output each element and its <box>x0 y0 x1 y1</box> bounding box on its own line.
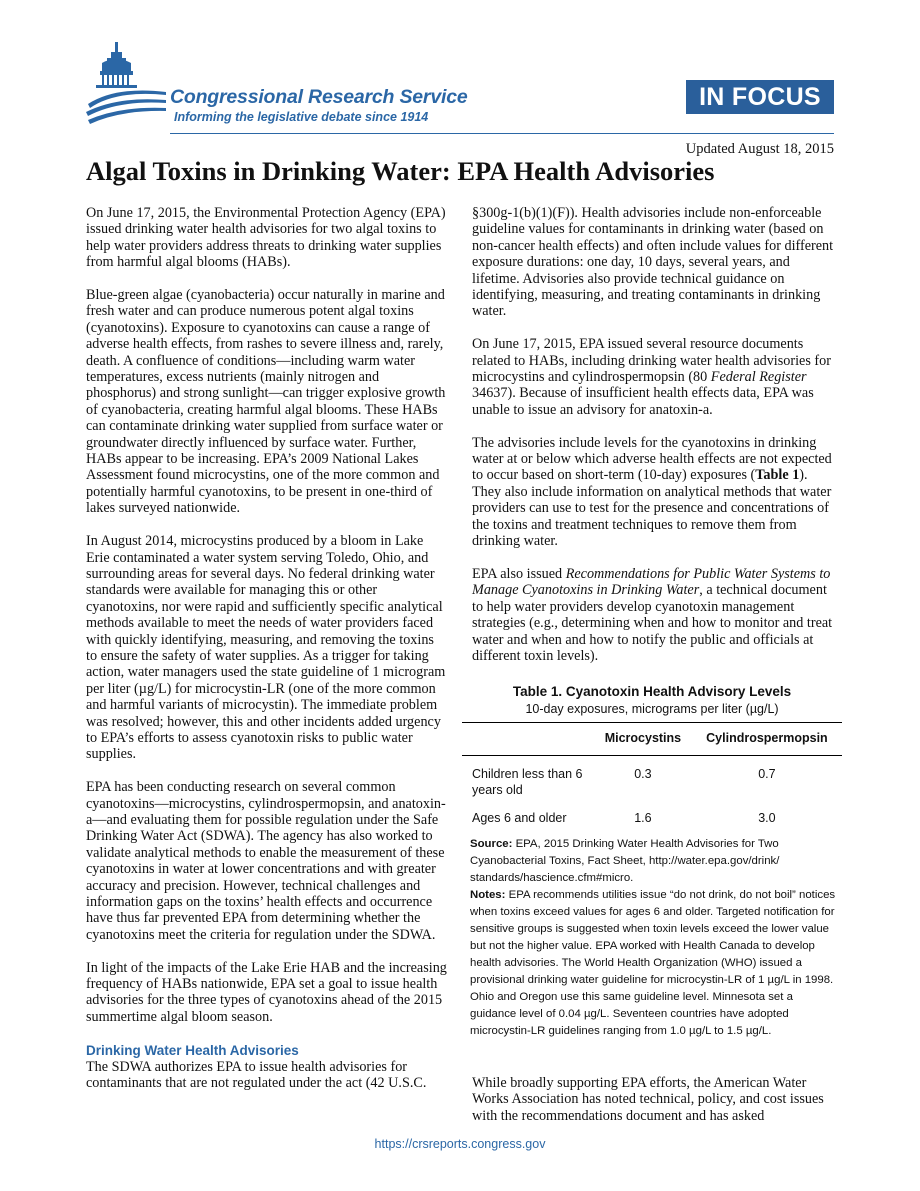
left-column <box>86 205 448 1091</box>
updated-date: Updated August 18, 2015 <box>685 141 834 157</box>
column-header: Microcystins <box>594 723 692 756</box>
paragraph: EPA has been conducting research on several common cyanotoxins—microcystins, cylindrospermopsin, and anatoxin-a—and evaluating them for possible regulation under the Safe Drinking Water Act (SDWA). The agency has also worked to validate analytical methods to enable the measurement of these cyanotoxins in water at lower concentrations and with greater accuracy and precision. However, technical challenges and information gaps on the toxins’ health effects and occurrence have thus far prevented EPA from determining whether the cyanotoxins meet the criteria for regulation under the SDWA. <box>86 779 446 943</box>
table-cell: 0.7 <box>758 767 776 781</box>
table-subtitle: 10-day exposures, micrograms per liter (µg/L) <box>525 702 779 716</box>
in-focus-badge: IN FOCUS <box>686 80 834 114</box>
document-title: Recommendations for Public Water Systems to Manage Cyanotoxins in Drinking Water <box>472 565 831 599</box>
paragraph: In August 2014, microcystins produced by a bloom in Lake Erie contaminated a water system serving Toledo, Ohio, and surrounding areas for several days. No federal drinking water standards were available for managing this or other cyanotoxins, nor were rapid and sufficiently specific analytical methods available to meet the needs of water providers faced with quickly identifying, measuring, and removing the toxins to ensure the safety of water supplies. As a trigger for taking action, water managers used the state guideline of 1 microgram per liter (µg/L) for microcystin-LR (one of the more common and harmful variants of microcystin). The immediate problem was resolved; however, this and other incidents added urgency to EPA’s efforts to assess cyanotoxin risks to public water supplies. <box>86 533 446 763</box>
table-notes-text: Notes: EPA recommends utilities issue “do not drink, do not boil” notices when toxins exceed values for ages 6 and older. Targeted notification for sensitive groups is suggested when toxin levels exceed the lower value but not the higher value. EPA worked with Health Canada to develop health advisories. The World Health Organization (WHO) issued a provisional drinking water guideline for microcystin-LR of 1 µg/L in 1998. Ohio and Oregon use this same guideline level. Minnesota set a guidance level of 0.04 µg/L. Seventeen countries have adopted microcystin-LR guidelines ranging from 1.0 µg/L to 1.5 µg/L. <box>470 889 836 1037</box>
paragraph: EPA also issued Recommendations for Public Water Systems to Manage Cyanotoxins in Drinking Water, a technical document to help water providers develop cyanotoxin management strategies (e.g., determining when and how to monitor and treat water and when and how to notify the public and officials at different toxin levels). <box>472 565 833 664</box>
table-corner <box>462 723 594 756</box>
org-tagline: Informing the legislative debate since 1914 <box>174 110 429 124</box>
page-title: Algal Toxins in Drinking Water: EPA Health Advisories <box>86 156 715 186</box>
right-column-continued <box>472 1075 834 1124</box>
paragraph: In light of the impacts of the Lake Erie HAB and the increasing frequency of HABs nationwide, EPA set a goal to issue health advisories for the three types of cyanotoxins ahead of the 2015 summertime algal bloom season. <box>86 959 447 1025</box>
paragraph: On June 17, 2015, EPA issued several resource documents related to HABs, including drinking water health advisories for microcystins and cylindrospermopsin (80 Federal Register 34637). Because of insufficient health effects data, EPA was unable to issue an advisory for anatoxin-a. <box>472 336 831 418</box>
table-header-row <box>462 723 842 756</box>
paragraph: On June 17, 2015, the Environmental Protection Agency (EPA) issued drinking water health advisories for two algal toxins to help water providers address threats to drinking water supplies from harmful algal blooms (HABs). <box>86 205 446 271</box>
table-cell: 3.0 <box>758 811 776 825</box>
table-row <box>462 756 842 801</box>
table-row <box>462 800 842 828</box>
row-label: Ages 6 and older <box>472 811 567 825</box>
advisory-table <box>462 722 842 828</box>
paragraph: The advisories include levels for the cyanotoxins in drinking water at or below which adverse health effects are not expected to occur based on short-term (10-day) exposures (Table 1). They also include information on analytical methods that water providers can use to test for the presence and concentrations of the toxins and treatment techniques to remove them from drinking water. <box>472 434 832 550</box>
paragraph: While broadly supporting EPA efforts, the American Water Works Association has noted technical, policy, and cost issues with the recommendations document and has asked <box>472 1075 824 1124</box>
right-column <box>472 205 834 664</box>
paragraph: Blue-green algae (cyanobacteria) occur naturally in marine and fresh water and can produce numerous potent algal toxins (cyanotoxins). Exposure to cyanotoxins can cause a range of adverse health effects, from rashes to severe illness and, rarely, death. A confluence of conditions—including warm water temperatures, excess nutrients (mainly nitrogen and phosphorus) and strong sunlight—can trigger explosive growth of cyanobacteria, creating harmful algal blooms. These HABs can contaminate drinking water supplied from surface water or groundwater directly influenced by surface water. Further, HABs appear to be increasing. EPA’s 2009 National Lakes Assessment found microcystins, one of the more common and potentially harmful cyanotoxins, to be present in one-third of lakes surveyed nationwide. <box>86 287 446 517</box>
table-reference: Table 1 <box>755 467 800 484</box>
org-name: Congressional Research Service <box>170 86 468 108</box>
table-cell: 0.3 <box>634 767 652 781</box>
paragraph: §300g-1(b)(1)(F)). Health advisories include non-enforceable guideline values for contaminants in drinking water (based on non-cancer health effects) and often include values for different exposure durations: one day, 10 days, several years, and lifetime. Advisories also provide technical guidance on identifying, measuring, and treating contaminants in drinking water. <box>472 205 834 320</box>
paragraph: The SDWA authorizes EPA to issue health advisories for contaminants that are not regulated under the act (42 U.S.C. <box>86 1058 427 1092</box>
table-notes <box>462 836 842 1040</box>
citation-title: Federal Register <box>710 369 807 386</box>
header-rule <box>170 133 834 134</box>
capitol-dome-logo <box>86 42 166 124</box>
section-heading: Drinking Water Health Advisories <box>86 1042 299 1058</box>
advisory-table-block <box>462 683 842 1040</box>
table-source: Source: EPA, 2015 Drinking Water Health Advisories for Two Cyanobacterial Toxins, Fact Sheet, http://water.epa.gov/drink/ standards/hascience.cfm#micro. <box>470 838 780 884</box>
footer-url-link[interactable]: https://crsreports.congress.gov <box>374 1137 546 1151</box>
row-label: Children less than 6 years old <box>472 767 583 797</box>
table-cell: 1.6 <box>634 811 652 825</box>
table-title: Table 1. Cyanotoxin Health Advisory Levels <box>512 684 792 699</box>
column-header: Cylindrospermopsin <box>692 723 842 756</box>
